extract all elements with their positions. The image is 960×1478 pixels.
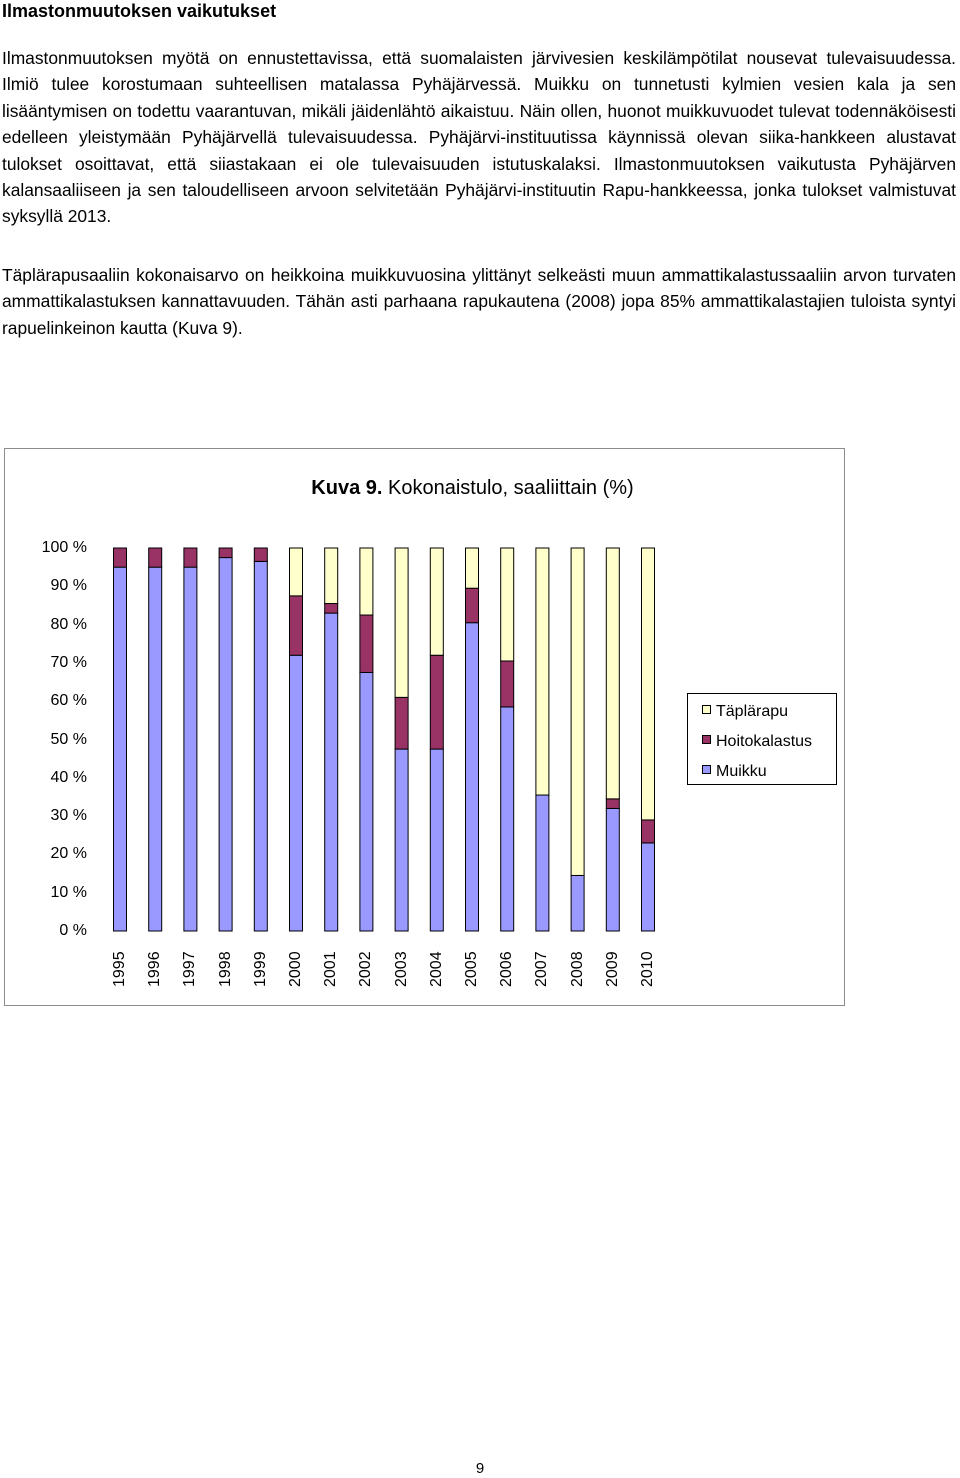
- bar-segment-hoitokalastus-1995: [114, 548, 127, 567]
- bar-segment-muikku-2008: [571, 875, 584, 931]
- legend-swatch: [702, 765, 711, 774]
- page-number: 9: [475, 1460, 485, 1477]
- bar-segment-hoitokalastus-2004: [430, 655, 443, 749]
- x-tick-label: 2007: [533, 951, 551, 987]
- bar-segment-taplarapu-2009: [606, 548, 619, 799]
- bar-segment-hoitokalastus-1996: [149, 548, 162, 567]
- legend-swatch: [702, 735, 711, 744]
- bar-segment-hoitokalastus-1999: [254, 548, 267, 561]
- x-tick-label: 2009: [603, 951, 621, 987]
- bar-segment-taplarapu-2005: [466, 548, 479, 588]
- x-tick-label: 2008: [568, 951, 586, 987]
- bar-segment-taplarapu-2010: [642, 548, 655, 820]
- chart-frame: [4, 448, 845, 1006]
- bar-segment-hoitokalastus-2005: [466, 588, 479, 622]
- y-tick-label: 30 %: [50, 807, 87, 825]
- bar-segment-taplarapu-2000: [290, 548, 303, 596]
- bar-segment-muikku-2003: [395, 749, 408, 931]
- x-tick-label: 1997: [181, 951, 199, 987]
- bar-segment-hoitokalastus-2006: [501, 661, 514, 707]
- y-tick-label: 50 %: [50, 730, 87, 748]
- bar-segment-taplarapu-2003: [395, 548, 408, 697]
- bar-segment-hoitokalastus-2009: [606, 799, 619, 809]
- body-paragraph-1: Ilmastonmuutoksen myötä on ennustettavissa, että suomalaisten järvivesien keskilämpötilat nousevat tulevaisuudessa. Ilmiö tulee korostumaan suhteellisen matalassa Pyhäjärvessä. Muikku on tunnetusti kylmien vesien kala ja sen lisääntymisen on todettu vaarantuvan, mikäli jäidenlähtö aikaistuu. Näin ollen, huonot muikkuvuodet tulevat todennäköisesti edelleen yleistymään Pyhäjärvellä tulevaisuudessa. Pyhäjärvi-instituutissa käynnissä olevan siika-hankkeen alustavat tulokset osoittavat, että siiastakaan ei ole tulevaisuuden istutuskalaksi. Ilmastonmuutoksen vaikutusta Pyhäjärven kalansaaliiseen ja sen taloudelliseen arvoon selvitetään Pyhäjärvi-instituutin Rapu-hankkeessa, jonka tulokset valmistuvat syksyllä 2013.: [2, 48, 956, 227]
- body-paragraph-2: Täplärapusaaliin kokonaisarvo on heikkoina muikkuvuosina ylittänyt selkeästi muun ammattikalastussaaliin arvon turvaten ammattikalastuksen kannattavuuden. Tähän asti parhaana rapukautena (2008) jopa 85% ammattikalastajien tuloista syntyi rapuelinkeinon kautta (Kuva 9).: [2, 265, 956, 338]
- legend-label: Hoitokalastus: [716, 733, 813, 750]
- y-tick-label: 40 %: [50, 768, 87, 786]
- bar-segment-muikku-2007: [536, 795, 549, 931]
- bar-segment-taplarapu-2008: [571, 548, 584, 875]
- y-tick-label: 100 %: [41, 539, 87, 556]
- y-tick-label: 0 %: [59, 922, 87, 939]
- x-tick-label: 2003: [392, 951, 410, 987]
- bar-segment-hoitokalastus-2001: [325, 604, 338, 614]
- bar-segment-muikku-2009: [606, 808, 619, 931]
- y-tick-label: 60 %: [50, 692, 87, 710]
- x-tick-label: 1995: [111, 951, 128, 987]
- x-tick-label: 1999: [251, 951, 269, 987]
- bar-segment-hoitokalastus-2010: [642, 820, 655, 843]
- y-tick-label: 80 %: [50, 615, 87, 633]
- bar-segment-taplarapu-2004: [430, 548, 443, 655]
- bar-segment-muikku-2002: [360, 672, 373, 931]
- bar-segment-hoitokalastus-2000: [290, 596, 303, 655]
- bar-segment-taplarapu-2007: [536, 548, 549, 795]
- bar-segment-muikku-2010: [642, 843, 655, 931]
- chart-title-figure-number: Kuva 9.: [311, 477, 383, 499]
- bar-segment-muikku-1997: [184, 567, 197, 931]
- y-tick-label: 20 %: [50, 845, 87, 863]
- bar-segment-taplarapu-2002: [360, 548, 373, 615]
- bar-segment-hoitokalastus-2003: [395, 697, 408, 749]
- x-tick-label: 2001: [322, 951, 340, 987]
- bar-segment-taplarapu-2001: [325, 548, 338, 604]
- chart-legend: [687, 693, 837, 785]
- legend-swatch: [702, 705, 711, 714]
- bar-segment-muikku-1999: [254, 561, 267, 931]
- bar-segment-muikku-1996: [149, 567, 162, 931]
- bar-segment-muikku-2005: [466, 623, 479, 931]
- legend-label: Muikku: [716, 763, 767, 780]
- x-tick-label: 1996: [146, 951, 164, 987]
- x-tick-label: 2005: [463, 951, 480, 987]
- bar-segment-taplarapu-2006: [501, 548, 514, 661]
- x-tick-label: 2000: [287, 951, 304, 987]
- y-tick-label: 10 %: [50, 883, 87, 901]
- bar-segment-muikku-2000: [290, 655, 303, 931]
- x-tick-label: 1998: [216, 951, 234, 987]
- bar-segment-hoitokalastus-2002: [360, 615, 373, 672]
- bar-segment-muikku-1995: [114, 567, 127, 931]
- legend-label: Täplärapu: [716, 703, 789, 720]
- bar-segment-muikku-2001: [325, 613, 338, 931]
- x-tick-label: 2004: [427, 951, 445, 987]
- bar-segment-muikku-2006: [501, 707, 514, 931]
- bar-segment-hoitokalastus-1997: [184, 548, 197, 567]
- y-tick-label: 90 %: [50, 577, 87, 595]
- x-tick-label: 2002: [357, 951, 375, 987]
- chart-title-text: Kokonaistulo, saaliittain (%): [382, 477, 634, 499]
- x-tick-label: 2006: [498, 951, 516, 987]
- bar-segment-muikku-1998: [219, 558, 232, 931]
- bar-segment-muikku-2004: [430, 749, 443, 931]
- section-heading: Ilmastonmuutoksen vaikutukset: [2, 1, 277, 21]
- x-tick-label: 2010: [639, 951, 656, 987]
- y-tick-label: 70 %: [50, 653, 87, 671]
- bar-segment-hoitokalastus-1998: [219, 548, 232, 558]
